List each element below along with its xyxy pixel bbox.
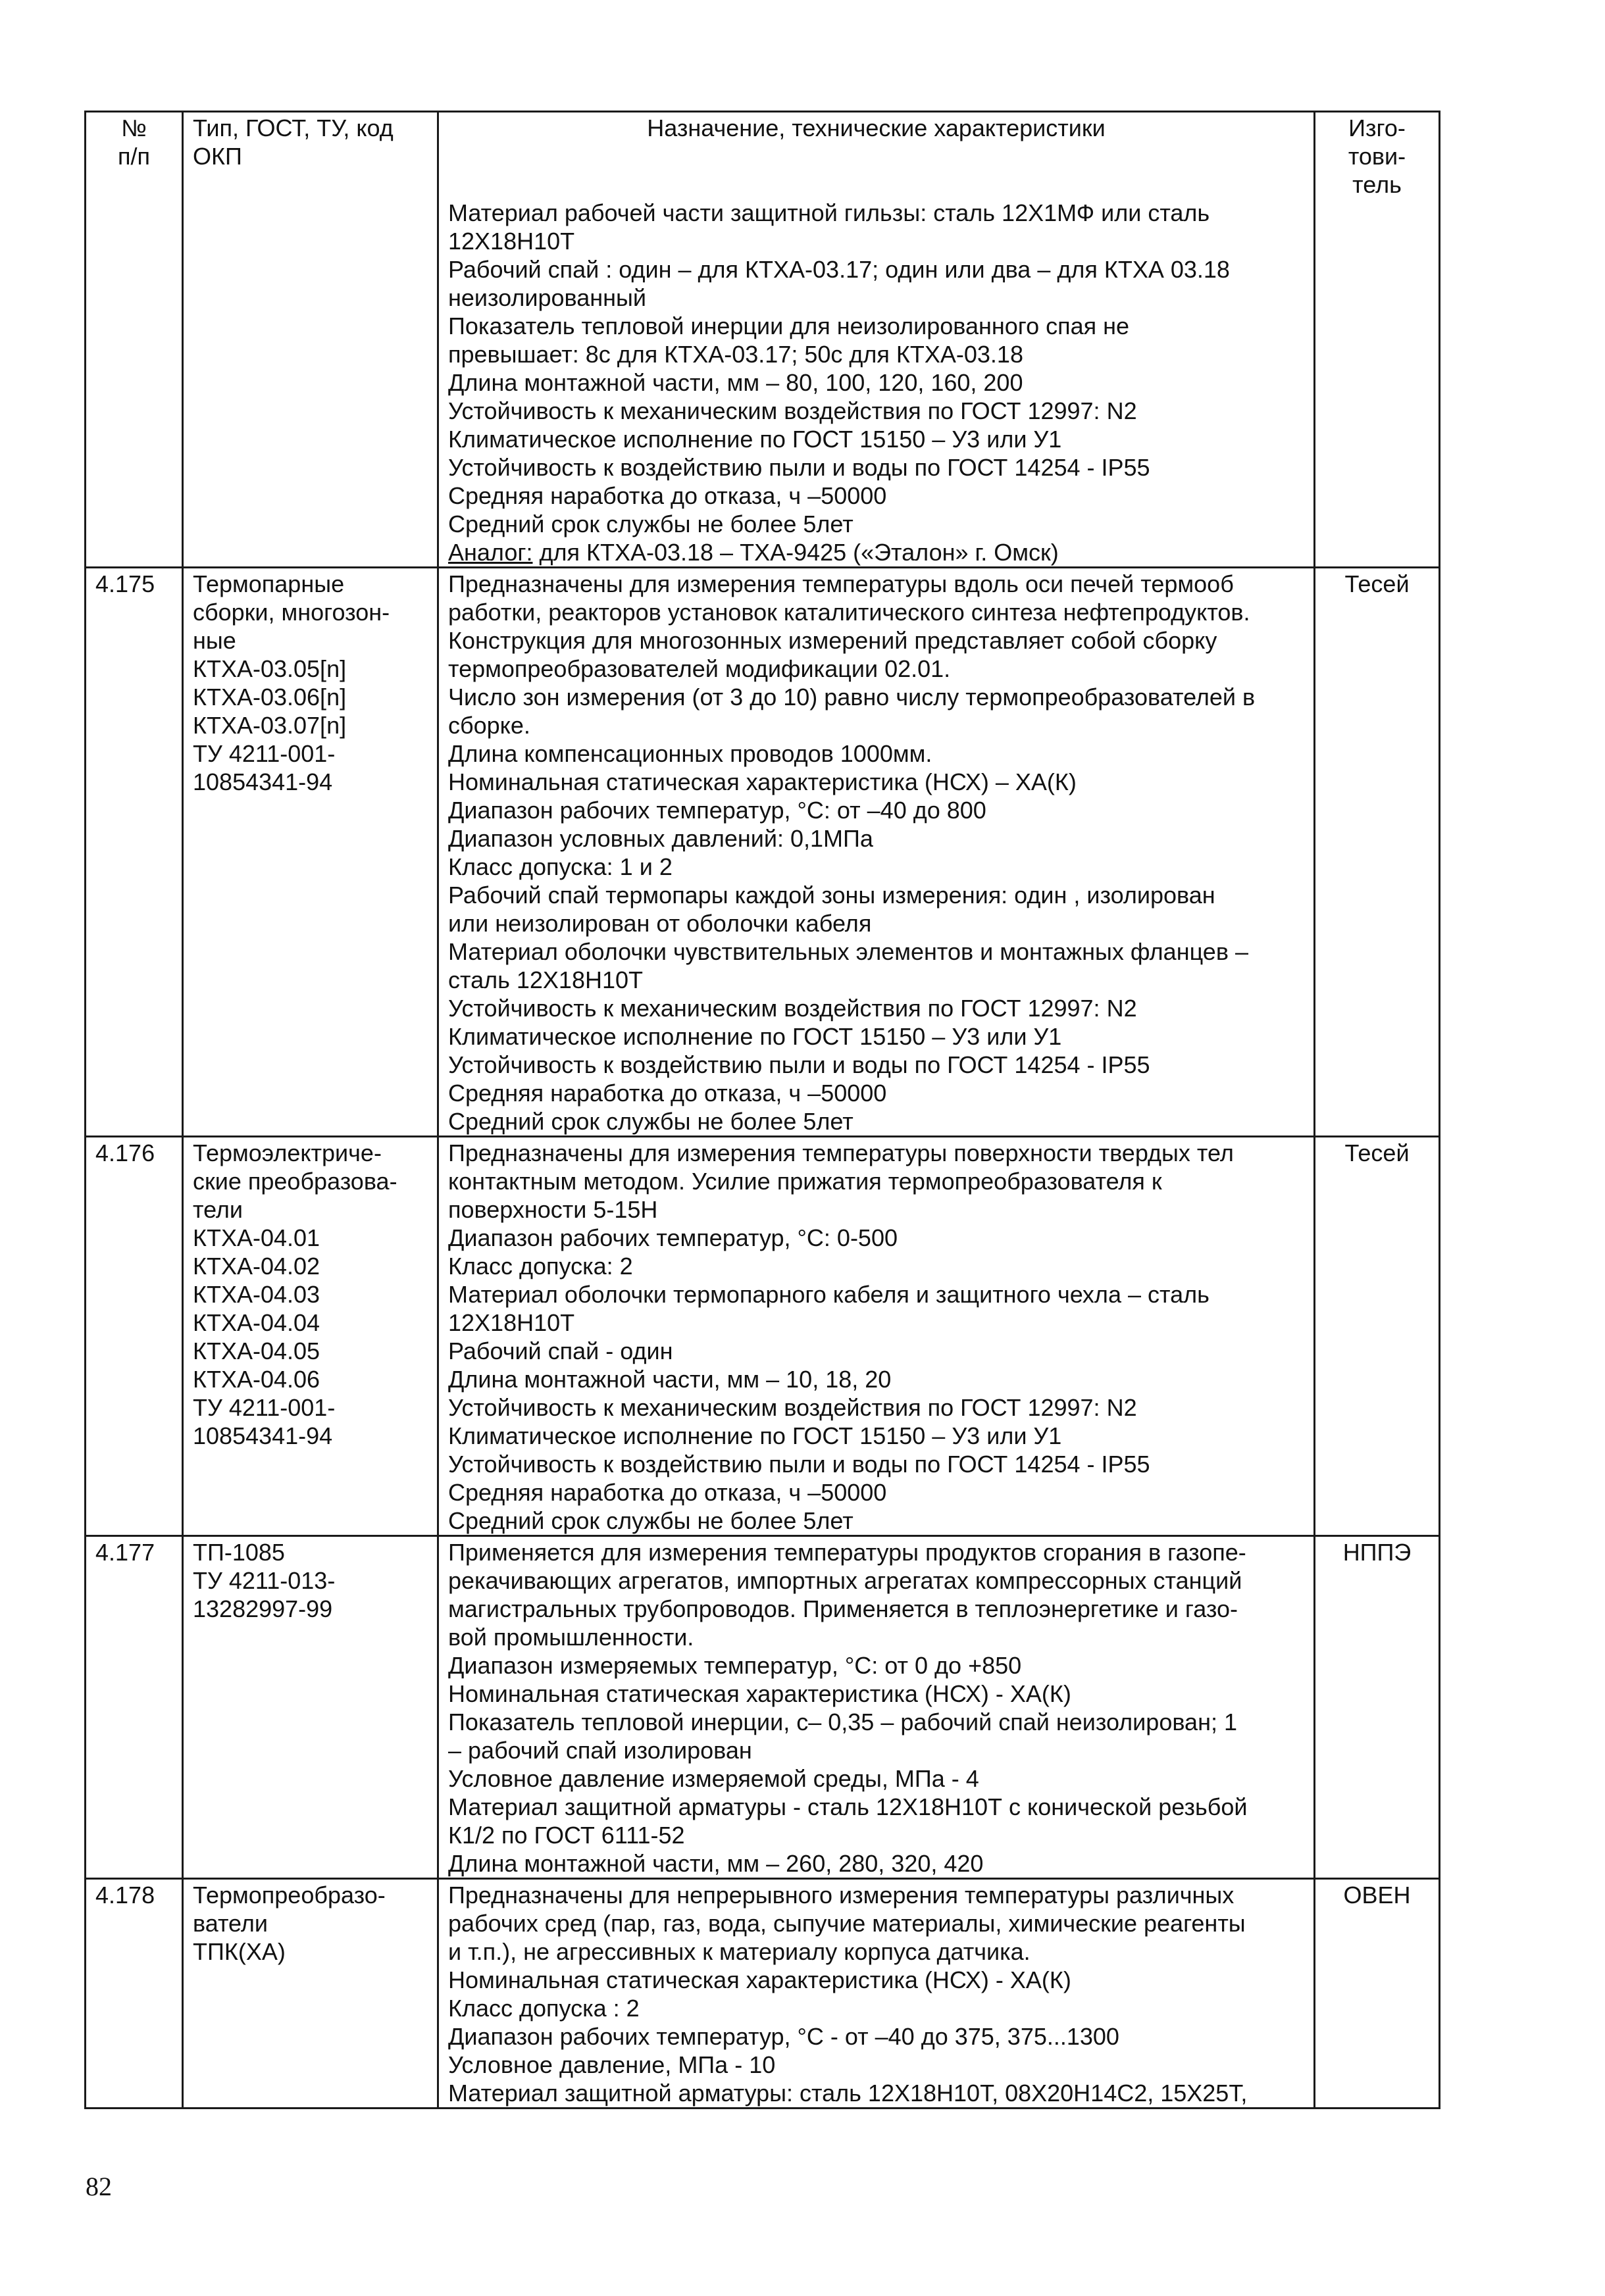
row-desc-cell: [438, 568, 1315, 1137]
table-row: [86, 568, 1440, 1137]
desc-line: К1/2 по ГОСТ 6111-52: [448, 1822, 685, 1849]
row-desc-cell: [438, 1137, 1315, 1536]
desc-line: Диапазон условных давлений: 0,1МПа: [448, 825, 873, 852]
desc-line: Средний срок службы не более 5лет: [448, 511, 853, 537]
header-maker-line: тель: [1352, 171, 1402, 198]
desc-line: термопреобразователей модификации 02.01.: [448, 655, 951, 682]
row-num-cell: [86, 1536, 183, 1879]
desc-line: рабочих сред (пар, газ, вода, сыпучие материалы, химические реагенты: [448, 1910, 1246, 1937]
type-line: ские преобразова-: [193, 1168, 397, 1195]
row-num-cell: [86, 1137, 183, 1536]
table-row: [86, 1137, 1440, 1536]
type-line: сборки, многозон-: [193, 599, 390, 626]
desc-line: Диапазон измеряемых температур, °С: от 0 до +850: [448, 1652, 1022, 1679]
type-line: 13282997-99: [193, 1595, 333, 1622]
row-type-cell: [183, 568, 438, 1137]
desc-line: Климатическое исполнение по ГОСТ 15150 – У3 или У1: [448, 1023, 1062, 1050]
desc-line: неизолированный: [448, 284, 646, 311]
type-line: ТУ 4211-001-: [193, 1394, 336, 1421]
desc-line: Класс допуска: 2: [448, 1253, 633, 1280]
desc-line: Номинальная статическая характеристика (НСХ) - ХА(К): [448, 1680, 1071, 1707]
desc-line: Средний срок службы не более 5лет: [448, 1507, 853, 1534]
type-line: Термоэлектриче-: [193, 1139, 382, 1166]
desc-line: Длина монтажной части, мм – 260, 280, 320, 420: [448, 1850, 984, 1877]
row-desc-cell: [438, 1879, 1315, 2109]
desc-line: Применяется для измерения температуры продуктов сгорания в газопе-: [448, 1539, 1246, 1566]
type-line: КТХА-04.05: [193, 1337, 320, 1364]
row-maker-cell: [1315, 1137, 1440, 1536]
desc-line: Материал оболочки термопарного кабеля и защитного чехла – сталь: [448, 1281, 1210, 1308]
desc-line: контактным методом. Усилие прижатия термопреобразователя к: [448, 1168, 1162, 1195]
desc-line: Условное давление, МПа - 10: [448, 2051, 776, 2078]
desc-line: Класс допуска : 2: [448, 1995, 640, 2022]
type-line: КТХА-04.03: [193, 1281, 320, 1308]
desc-line: Устойчивость к механическим воздействия по ГОСТ 12997: N2: [448, 397, 1137, 424]
row-num-cell: [86, 568, 183, 1137]
type-line: КТХА-04.04: [193, 1309, 320, 1336]
table-header-and-continuation-row: [86, 112, 1440, 568]
table-row: [86, 1879, 1440, 2109]
row-number: 4.175: [95, 570, 155, 597]
desc-line: Предназначены для измерения температуры поверхности твердых тел: [448, 1139, 1234, 1166]
type-line: ТУ 4211-013-: [193, 1567, 336, 1594]
desc-line: 12Х18Н10Т: [448, 1309, 575, 1336]
desc-line: Устойчивость к механическим воздействия по ГОСТ 12997: N2: [448, 1394, 1137, 1421]
desc-line: Устойчивость к воздействию пыли и воды по ГОСТ 14254 - IP55: [448, 1451, 1150, 1478]
desc-line: рекачивающих агрегатов, импортных агрегатах компрессорных станций: [448, 1567, 1242, 1594]
desc-line: Предназначены для непрерывного измерения температуры различных: [448, 1882, 1235, 1909]
desc-line: Рабочий спай термопары каждой зоны измерения: один , изолирован: [448, 882, 1215, 909]
desc-line: Устойчивость к механическим воздействия по ГОСТ 12997: N2: [448, 995, 1137, 1022]
desc-line: Рабочий спай : один – для КТХА-03.17; один или два – для КТХА 03.18: [448, 256, 1230, 283]
desc-line: превышает: 8с для КТХА-03.17; 50с для КТХА-03.18: [448, 341, 1023, 368]
header-type-line: ОКП: [193, 143, 242, 170]
table-row: [86, 1536, 1440, 1879]
desc-line: Показатель тепловой инерции, с– 0,35 – рабочий спай неизолирован; 1: [448, 1709, 1237, 1735]
desc-line: сборке.: [448, 712, 530, 739]
desc-line: Материал рабочей части защитной гильзы: сталь 12Х1МФ или сталь: [448, 199, 1210, 226]
specifications-table: [84, 111, 1440, 2109]
desc-line: Устойчивость к воздействию пыли и воды по ГОСТ 14254 - IP55: [448, 1051, 1150, 1078]
desc-line: Материал защитной арматуры: сталь 12Х18Н10Т, 08Х20Н14С2, 15Х25Т,: [448, 2080, 1248, 2107]
desc-line: Число зон измерения (от 3 до 10) равно числу термопреобразователей в: [448, 684, 1256, 711]
manufacturer: Тесей: [1344, 1139, 1410, 1166]
row-desc-cell: [438, 1536, 1315, 1879]
desc-line: – рабочий спай изолирован: [448, 1737, 752, 1764]
desc-line: 12Х18Н10Т: [448, 228, 575, 255]
header-maker-line: тови-: [1348, 143, 1406, 170]
row-num-cell: [86, 1879, 183, 2109]
desc-line: Материал оболочки чувствительных элементов и монтажных фланцев –: [448, 938, 1248, 965]
header-maker-line: Изго-: [1348, 114, 1406, 141]
header-num-line: п/п: [118, 143, 150, 170]
desc-line: Материал защитной арматуры - сталь 12Х18Н10Т с конической резьбой: [448, 1793, 1248, 1820]
type-line: КТХА-03.07[n]: [193, 712, 347, 739]
header-desc-title: Назначение, технические характеристики: [647, 114, 1106, 141]
row-maker-cell: [1315, 1879, 1440, 2109]
manufacturer: НППЭ: [1342, 1539, 1412, 1566]
row-number: 4.178: [95, 1882, 155, 1909]
desc-line: Номинальная статическая характеристика (НСХ) - ХА(К): [448, 1966, 1071, 1993]
continuation-desc: [448, 199, 1304, 566]
type-line: КТХА-04.06: [193, 1366, 320, 1393]
desc-line: Условное давление измеряемой среды, МПа - 4: [448, 1765, 979, 1792]
desc-line: и т.п.), не агрессивных к материалу корпуса датчика.: [448, 1938, 1031, 1965]
row-number: 4.176: [95, 1139, 155, 1166]
manufacturer: ОВЕН: [1343, 1882, 1411, 1909]
desc-line: Средняя наработка до отказа, ч –50000: [448, 482, 887, 509]
table-body: [86, 568, 1440, 2109]
desc-line: Диапазон рабочих температур, °С - от –40 до 375, 375...1300: [448, 2023, 1119, 2050]
desc-line: Аналог: для КТХА-03.18 – ТХА-9425 («Эталон» г. Омск): [448, 539, 1059, 566]
desc-line: магистральных трубопроводов. Применяется в теплоэнергетике и газо-: [448, 1595, 1238, 1622]
desc-line: Диапазон рабочих температур, °С: 0-500: [448, 1224, 898, 1251]
type-line: ТУ 4211-001-: [193, 740, 336, 767]
header-type-line: Тип, ГОСТ, ТУ, код: [193, 114, 394, 141]
type-line: 10854341-94: [193, 1422, 333, 1449]
desc-line: Показатель тепловой инерции для неизолированного спая не: [448, 312, 1130, 339]
desc-line: Предназначены для измерения температуры вдоль оси печей термооб: [448, 570, 1234, 597]
type-line: КТХА-04.02: [193, 1253, 320, 1280]
type-line: ные: [193, 627, 236, 654]
row-maker-cell: [1315, 1536, 1440, 1879]
desc-line: работки, реакторов установок каталитического синтеза нефтепродуктов.: [448, 599, 1250, 626]
analog-label: Аналог:: [448, 539, 533, 566]
desc-line: Средний срок службы не более 5лет: [448, 1108, 853, 1135]
desc-line: Длина компенсационных проводов 1000мм.: [448, 740, 932, 767]
desc-line: Номинальная статическая характеристика (НСХ) – ХА(К): [448, 768, 1077, 795]
page-number: 82: [86, 2172, 112, 2201]
header-type-cell: [183, 112, 438, 568]
type-line: ватели: [193, 1910, 268, 1937]
header-num-cell: [86, 112, 183, 568]
desc-line: Средняя наработка до отказа, ч –50000: [448, 1479, 887, 1506]
desc-line: вой промышленности.: [448, 1624, 694, 1651]
type-line: тели: [193, 1196, 243, 1223]
desc-line: Длина монтажной части, мм – 80, 100, 120, 160, 200: [448, 369, 1023, 396]
desc-line: Климатическое исполнение по ГОСТ 15150 – У3 или У1: [448, 1422, 1062, 1449]
header-desc-cell: [438, 112, 1315, 568]
type-line: КТХА-03.06[n]: [193, 684, 347, 711]
desc-line: Климатическое исполнение по ГОСТ 15150 – У3 или У1: [448, 426, 1062, 453]
type-line: ТП-1085: [193, 1539, 285, 1566]
desc-line: Диапазон рабочих температур, °С: от –40 до 800: [448, 797, 986, 824]
desc-line: Длина монтажной части, мм – 10, 18, 20: [448, 1366, 892, 1393]
type-line: Термопарные: [193, 570, 345, 597]
desc-line: или неизолирован от оболочки кабеля: [448, 910, 872, 937]
header-maker-cell: [1315, 112, 1440, 568]
type-line: КТХА-04.01: [193, 1224, 320, 1251]
manufacturer: Тесей: [1344, 570, 1410, 597]
row-type-cell: [183, 1137, 438, 1536]
desc-line: сталь 12Х18Н10Т: [448, 966, 643, 993]
row-maker-cell: [1315, 568, 1440, 1137]
desc-line: поверхности 5-15Н: [448, 1196, 658, 1223]
desc-line: Рабочий спай - один: [448, 1337, 673, 1364]
row-type-cell: [183, 1879, 438, 2109]
desc-line: Средняя наработка до отказа, ч –50000: [448, 1080, 887, 1107]
desc-line: Класс допуска: 1 и 2: [448, 853, 673, 880]
row-type-cell: [183, 1536, 438, 1879]
desc-line: Конструкция для многозонных измерений представляет собой сборку: [448, 627, 1217, 654]
type-line: ТПК(ХА): [193, 1938, 286, 1965]
row-number: 4.177: [95, 1539, 155, 1566]
desc-line: Устойчивость к воздействию пыли и воды по ГОСТ 14254 - IP55: [448, 454, 1150, 481]
type-line: КТХА-03.05[n]: [193, 655, 347, 682]
type-line: Термопреобразо-: [193, 1882, 386, 1909]
header-num-line: №: [121, 114, 147, 141]
type-line: 10854341-94: [193, 768, 333, 795]
